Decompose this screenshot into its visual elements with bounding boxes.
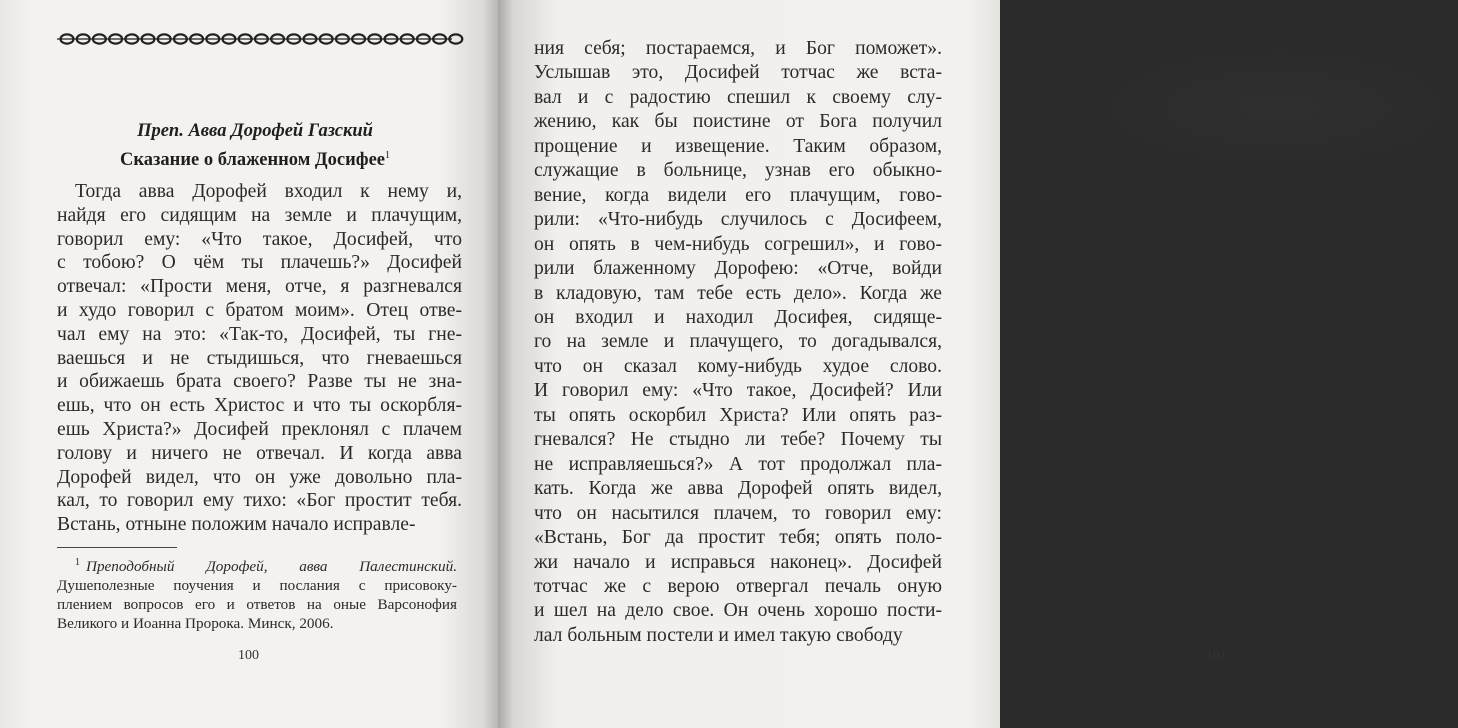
text-line: гневался? Не стыдно ли тебе? Почему ты [534, 429, 942, 451]
footnote-line: Великого и Иоанна Пророка. Минск, 2006. [57, 615, 334, 633]
text-line: ешь Христа?» Досифей преклонял с плачем [57, 418, 462, 440]
footnote-italic: Преподобный Дорофей, авва Палестинский. [86, 558, 457, 576]
text-line: найдя его сидящим на земле и плачущим, [57, 204, 462, 226]
text-line: в кладовую, там тебе есть дело». Когда же [534, 282, 942, 304]
text-line: ты опять оскорбил Христа? Или опять раз- [534, 404, 942, 426]
page-number-left: 100 [238, 648, 259, 663]
text-line: Услышав это, Досифей тотчас же вста- [534, 62, 942, 84]
text-line: говорил ему: «Что такое, Досифей, что [57, 228, 462, 250]
text-line: И говорил ему: «Что такое, Досифей? Или [534, 380, 942, 402]
text-line: голову и ничего не отвечал. И когда авва [57, 442, 462, 464]
footnote-line: плением вопросов его и ответов на оные Варсонофия [57, 596, 457, 614]
text-line: прощение и извещение. Таким образом, [534, 135, 942, 157]
text-line: вение, когда видели его плачущим, гово- [534, 184, 942, 206]
chain-ornament-icon [57, 31, 452, 47]
text-line: тотчас же с верою отвергал печаль оную [534, 575, 942, 597]
text-line: что он сказал кому-нибудь худое слово. [534, 355, 942, 377]
text-line: ваешься и не стыдишься, что гневаешься [57, 347, 462, 369]
text-line: жению, как бы поистине от Бога получил [534, 111, 942, 133]
right-body-text [534, 37, 942, 648]
footnote-rule [57, 547, 177, 548]
text-line: ния себя; постараемся, и Бог поможет». [534, 38, 942, 59]
text-line: и шел на дело свое. Он очень хорошо пости- [534, 600, 942, 622]
text-line: с тобою? О чём ты плачешь?» Досифей [57, 252, 462, 274]
text-line: и худо говорил с братом моим». Отец отве- [57, 299, 462, 321]
title-work: Сказание о блаженном Досифее$^1$ [119, 150, 391, 171]
text-line: он входил и находил Досифея, сидяще- [534, 306, 942, 328]
footnote [57, 553, 457, 633]
text-line: Встань, отныне положим начало исправле- [57, 514, 416, 536]
text-line: ешь, что он есть Христос и что ты оскорбля- [57, 395, 462, 417]
bleed-through [1098, 48, 1458, 168]
text-line: вал и с радостию спешил к своему слу- [534, 86, 942, 108]
title-footnote-mark: 1 [385, 150, 391, 161]
footnote-mark: 1 [75, 557, 80, 568]
footnote-line: Душеполезные поучения и послания с присовоку- [57, 577, 457, 595]
text-line: «Встань, Бог да простит тебя; опять поло- [534, 527, 942, 549]
text-line: жи начало и исправься наконец». Досифей [534, 551, 942, 573]
text-line: кал, то говорил ему тихо: «Бог простит тебя. [57, 490, 462, 512]
left-page [0, 0, 498, 728]
text-line: Дорофей видел, что он уже довольно пла- [57, 466, 462, 488]
text-line: рили: «Что-нибудь случилось с Досифеем, [534, 209, 942, 231]
text-line: он опять в чем-нибудь согрешил», и гово- [534, 233, 942, 255]
title-author: Преп. Авва Дорофей Газский [137, 121, 373, 141]
text-line: что он насытился плачем, то говорил ему: [534, 502, 942, 524]
text-line: Тогда авва Дорофей входил к нему и, [75, 181, 462, 202]
text-line: го на земле и плачущего, то догадывался, [534, 331, 942, 353]
left-body-text [57, 180, 462, 537]
text-line: отвечал: «Прости меня, отче, я разгневался [57, 276, 462, 298]
text-line: чал ему на это: «Так-то, Досифей, ты гне- [57, 323, 462, 345]
text-line: служащие в больнице, узнав его обыкно- [534, 160, 942, 182]
text-line: кать. Когда же авва Дорофей опять видел, [534, 478, 942, 500]
text-line: рили блаженному Дорофею: «Отче, войди [534, 258, 942, 280]
text-line: не исправляешься?» А тот продолжал пла- [534, 453, 942, 475]
text-line: лал больным постели и имел такую свободу [534, 624, 903, 646]
page-number-right: 101 [1206, 648, 1227, 663]
text-line: и обижаешь брата своего? Разве ты не зна- [57, 371, 462, 393]
